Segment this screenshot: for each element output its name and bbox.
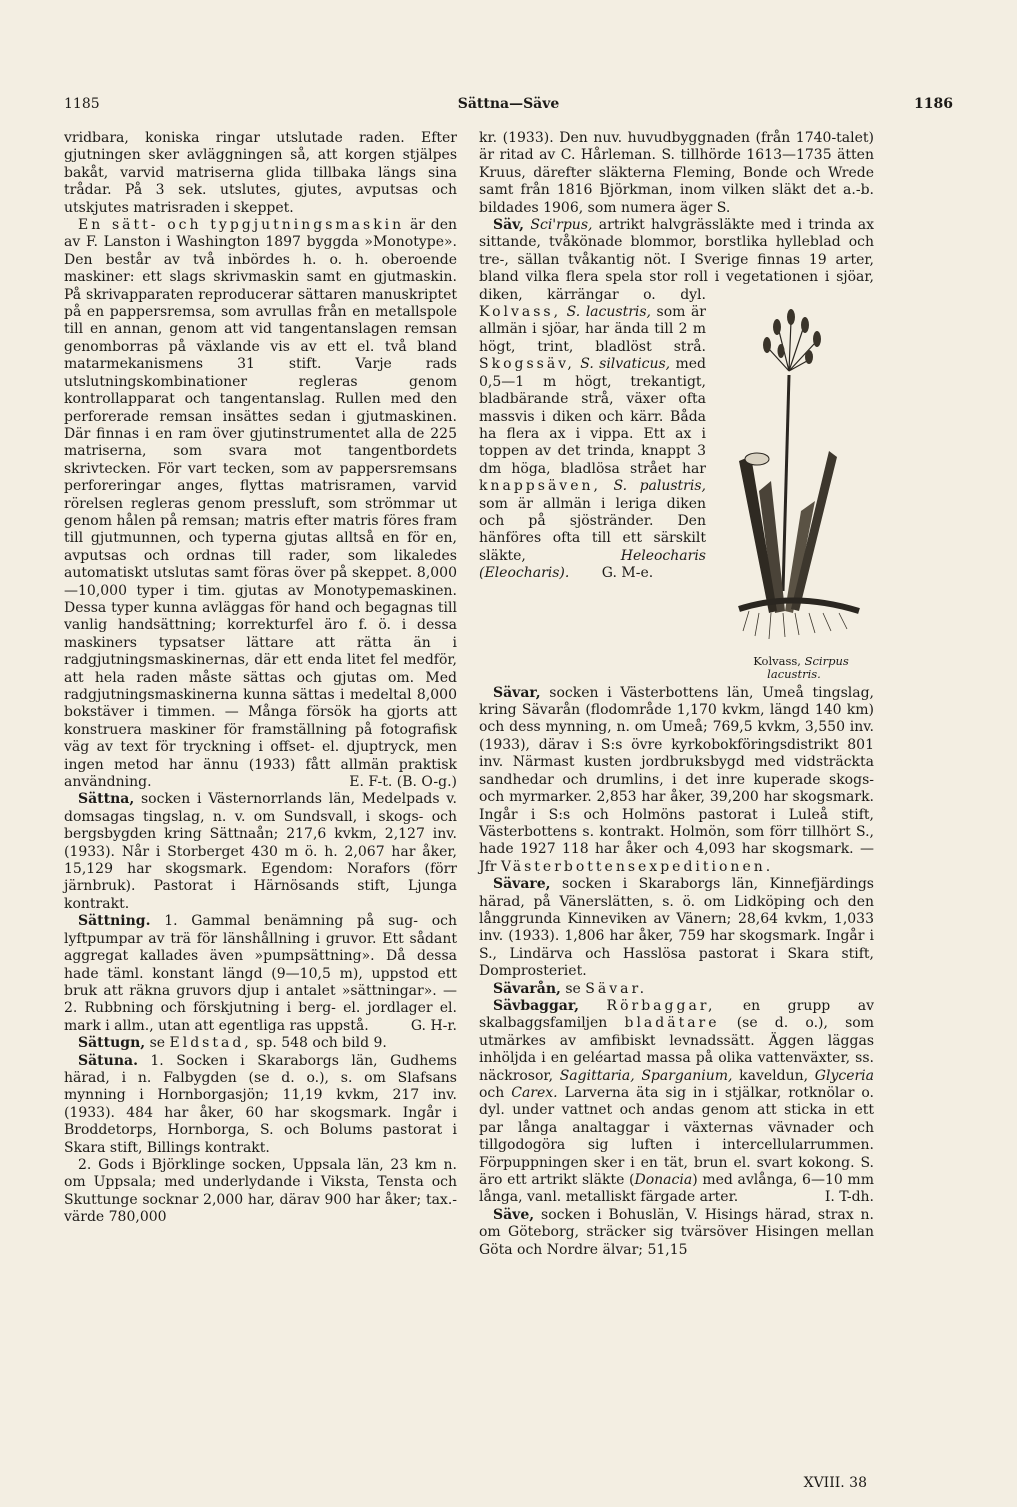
volume-signature: XVIII. 38 [803, 1475, 867, 1491]
headword: Sävar, [493, 684, 541, 701]
entry-savare: Sävare, socken i Skaraborgs län, Kinnefjärdings härad, på Vänerslätten, s. ö. om Lidköping och den långgrunda Kinneviken av Vänern; 28,64 kvkm, 1,033 inv. (1933). 1,806 har åker, 759 har skogsmark. Ingår i S., Lindärva och Hasslösa pastorat i Skara stift, Domprosteriet. [479, 876, 874, 980]
paragraph-monotype: En sätt- och typgjutningsmaskin är den av F. Lanston i Washington 1897 byggda »Monotype». Den består av två inbördes h. o. h. oberoende maskiner: ett slags skrivmaskin samt en gjutmaskin. På skrivapparaten reproducerar sättaren manuskriptet på en pappersremsa, som avrullas från en metallspole till en annan, genom att vid tangentanslagen remsan genomborras på växlande vis av ett el. två bland matarmekanismens 31 stift. Varje rads utslutningskombinationer regleras genom kontrollapparat och tangentanslag. Rullen med den perforerade remsan insättes sedan i gjutmaskinen. Där finnas i en ram över gjutinstrumentet alla de 225 matriserna, som svara mot tangentbordets skrivtecken. För vart tecken, som av pappersremsans perforeringar anges, flyttas matrisramen, varvid rörelsen regleras genom pressluft, som strömmar ut genom hålen på remsan; matris efter matris föres fram till gjutmunnen, och typerna gjutas alltså en för en, avputsas och ordnas till rader, som likaledes automatiskt utslutas samt föras över på skeppet. 8,000—10,000 typer i tim. gjutas av Monotypemaskinen. Dessa typer kunna avläggas för hand och begagnas till vanlig handsättning; korrekturfel äro f. ö. i dessa maskiners typsatser lättare att rätta än i radgjutningsmaskinernas, där ett enda litet fel medför, att hela raden måste sättas och gjutas om. Med radgjutningsmaskinerna kunna sättas i medeltal 8,000 bokstäver i timmen. — Många försök ha gjorts att konstruera maskiner för framställning på fotografisk väg av text för tryckning i offset- el. djuptryck, men ingen metod har ännu (1933) fått allmän praktisk användning. E. F-t. (B. O-g.) [64, 217, 457, 791]
entry-satuna-2: 2. Gods i Björklinge socken, Uppsala län, 23 km n. om Uppsala; med underlydande i Viksta, Tensta och Skuttunge socknar 2,000 har, därav 900 har åker; tax.-värde 780,000 [64, 1156, 457, 1226]
headword: Sävarån, [493, 980, 561, 997]
entry-sattna: Sättna, socken i Västernorrlands län, Medelpads v. domsagas tingslag, n. v. om Sundsvall, i skogs- och bergsbygden kring Sättnaån; 217,6 kvkm, 2,127 inv. (1933). Når i Storberget 430 m ö. h. 2,067 har åker, 15,129 har skogsmark. Egendom: Norafors (förr järnbruk). Pastorat i Härnösands stift, Ljunga kontrakt. [64, 791, 457, 912]
headword: Sätuna. [78, 1052, 138, 1069]
page-title: Sättna—Säve [457, 96, 560, 112]
entry-savbaggar: Sävbaggar, Rörbaggar, en grupp av skalbaggsfamiljen bladätare (se d. o.), som utmärkes av amfibiskt levnadssätt. Äggen läggas inhöljda i en geléartad massa på olika vattenväxter, ss. näckrosor, Sagittaria, Sparganium, kaveldun, Glyceria och Carex. Larverna äta sig in i stjälkar, rotknölar o. dyl. under vattnet och andas genom att sticka in ett par långa analtaggar i växternas vävnader och tillgodogöra sig luften i intercellularrummen. Förpuppningen sker i en tät, brun el. svart kokong. S. äro ett artrikt släkte (Donacia) med avlånga, 6—10 mm långa, vanl. metalliskt färgade arter. I. T-dh. [479, 997, 874, 1206]
entry-sattning: Sättning. 1. Gammal benämning på sug- och lyftpumpar av trä för länshållning i gruvor. Ett sådant aggregat kallades även »pumpsättning». Då dessa hade täml. konstant längd (9—10,5 m), uppstod ett bruk att räkna gruvors djup i antalet »sättningar». — 2. Rubbning och förskjutning i berg- el. jordlager el. mark i allm., utan att egentliga ras uppstå. G. H-r. [64, 913, 457, 1034]
headword: Sävbaggar, [493, 997, 580, 1014]
left-page-number: 1185 [64, 96, 100, 112]
headword: Sättna, [78, 791, 135, 808]
headword: Säve, [493, 1206, 535, 1223]
signature: G. M-e. [601, 565, 654, 582]
headword: Säv, [493, 217, 525, 234]
page-header [64, 96, 953, 120]
entry-sattugn: Sättugn, se Eldstad, sp. 548 och bild 9. [78, 1035, 387, 1052]
paragraph-continuation: vridbara, koniska ringar utslutade raden. Efter gjutningen sker avläggningen så, att korgen stjälpes bakåt, varvid matriserna glida tillbaka längs sina trådar. På 3 sek. utslutes, gjutes, avputsas och utskjutes matrisraden i skeppet. [64, 130, 457, 216]
headword: Sävare, [493, 876, 551, 893]
figure-kolvass [714, 291, 874, 681]
signature: G. H-r. [410, 1017, 457, 1034]
left-column [64, 130, 457, 1227]
entry-sav: Säv, Sci'rpus, artrikt halvgrässläkte med i trinda ax sittande, tvåkönade blommor, borstlika hylleblad och tre-, sällan tvåkantig nöt. I Sverige finnas 19 arter, bland vilka flera spela stor roll i vegetationen i sjöar, diken, kärrängar o. dyl. Kolvass, Scirpus lacustris. Kolvass, S. lacustris, som är allmän i sjöar, har ända till 2 m högt, trint, bladlöst strå. Skogssäv, S. silvaticus, med 0,5—1 m högt, trekantigt, bladbärande strå, växer ofta massvis i diken och kärr. Båda ha flera ax i vippa. Ett ax i toppen av det trinda, knappt 3 dm höga, bladlösa strået har knappsäven, S. palustris, som är allmän i leriga diken och på sjöstränder. Den hänföres ofta till ett särskilt släkte, Heleocharis (Eleocharis). G. M-e. [479, 217, 874, 681]
right-page-number: 1186 [914, 96, 953, 112]
entry-savar: Sävar, socken i Västerbottens län, Umeå tingslag, kring Sävarån (flodområde 1,170 kvkm, längd 140 km) och dess mynning, n. om Umeå; 769,5 kvkm, 3,550 inv. (1933), därav i S:s övre kyrkobokföringsdistrikt 801 inv. Närmast kusten jordbruksbygd med vidsträckta sandhedar och drumlins, i det inre kuperade skogs- och myrmarker. 2,853 har åker, 39,200 har skogsmark. Ingår i S:s och Holmöns pastorat i Luleå stift, Västerbottens s. kontrakt. Holmön, som förr tillhört S., hade 1927 118 har åker och 4,093 har skogsmark. — Jfr Västerbottensexpeditionen. [479, 684, 874, 875]
headword: Sättugn, [78, 1035, 146, 1052]
entry-savaran: Sävarån, se Sävar. [493, 980, 648, 997]
headword: Sättning. [78, 913, 151, 930]
paragraph-continuation: kr. (1933). Den nuv. huvudbyggnaden (från 1740-talet) är ritad av C. Hårleman. S. tillhörde 1613—1735 ätten Kruus, därefter släkterna Fleming, Bonde och Wrede samt från 1816 Björkman, inom vilken släkt det a.-b. bildades 1906, som numera äger S. [479, 130, 874, 216]
entry-save: Säve, socken i Bohuslän, V. Hisings härad, strax n. om Göteborg, sträcker sig tvärsöver Hisingen mellan Göta och Nordre älvar; 51,15 [479, 1206, 874, 1258]
kolvass-illustration [719, 291, 869, 651]
signature: E. F-t. (B. O-g.) [349, 774, 457, 791]
figure-caption: Kolvass, Scirpus lacustris. [753, 653, 849, 681]
entry-satuna: Sätuna. 1. Socken i Skaraborgs län, Gudhems härad, i n. Falbygden (se d. o.), s. om Slafsans mynning i Hornborgasjön; 11,19 kvkm, 217 inv. (1933). 484 har åker, 60 har skogsmark. Ingår i Broddetorps, Hornborga, S. och Bolums pastorat i Skara stift, Billings kontrakt. [64, 1052, 457, 1156]
right-column [479, 130, 874, 1259]
signature: I. T-dh. [824, 1189, 874, 1206]
